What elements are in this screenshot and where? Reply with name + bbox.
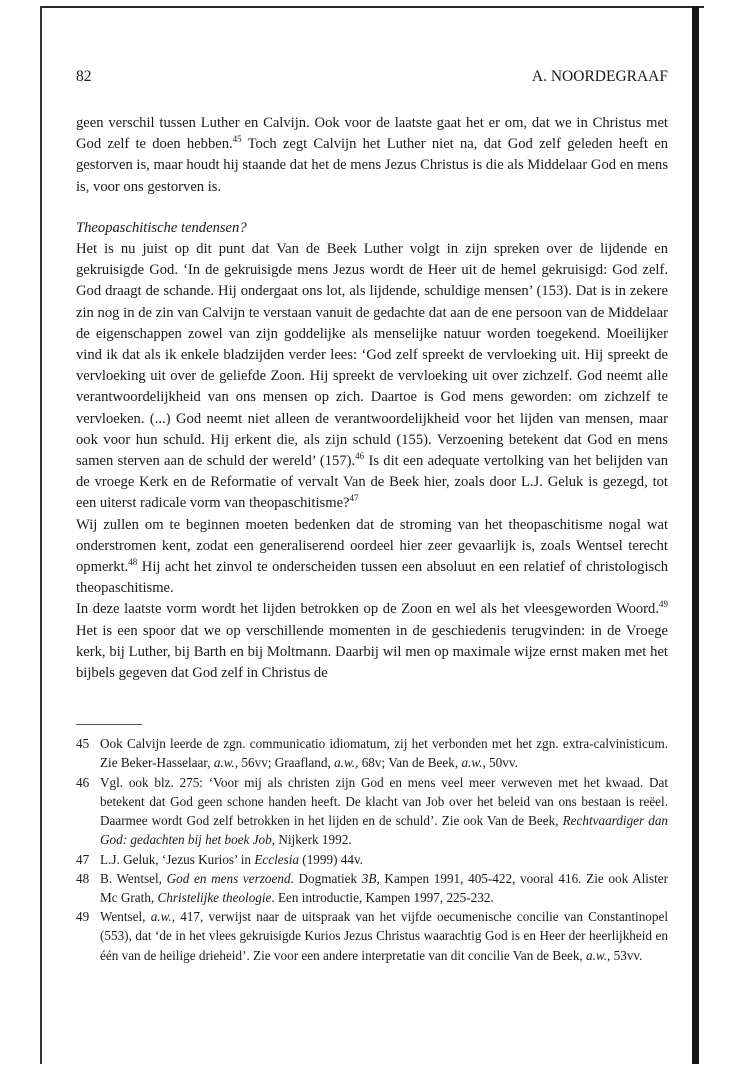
footnote-ref: 45 [232, 134, 242, 145]
footnote [76, 734, 668, 772]
italic-title: a.w. [334, 755, 356, 771]
book-page [76, 63, 668, 965]
footnote-text: B. Wentsel, God en mens verzoend. Dogmatiek 3B, Kampen 1991, 405-422, vooral 416. Zie ook Alister Mc Grath, Christelijke theologie. Een introductie, Kampen 1997, 225-232. [100, 870, 669, 905]
italic-title: God en mens verzoend [166, 870, 291, 886]
section-heading: Theopaschitische tendensen? [76, 219, 247, 236]
footnotes [76, 734, 668, 964]
footnote [76, 869, 668, 907]
footnote [76, 907, 668, 965]
scan-edge-left [40, 6, 42, 1064]
italic-title: Rechtvaardiger dan God: gedachten bij het boek Job [100, 813, 669, 848]
footnote-ref: 47 [349, 493, 359, 504]
footnote [76, 773, 668, 850]
footnote-rule [76, 724, 142, 725]
footnote-number: 45 [76, 736, 90, 752]
footnote-text: Wentsel, a.w., 417, verwijst naar de uitspraak van het vijfde oecumenische concilie van Constantinopel (553), dat ‘de in het vlees gekruisigde Kurios Jezus Christus waarachtig God is en Heer der heerlijkheid en één van de heilige drieheid’. Zie voor een andere interpretatie van dit concilie Van de Beek, a.w., 53vv. [100, 909, 669, 963]
footnote [76, 850, 668, 869]
footnote-text: L.J. Geluk, ‘Jezus Kurios’ in Ecclesia (1999) 44v. [100, 851, 363, 867]
body-text [76, 113, 668, 684]
scan-edge-top [40, 6, 704, 8]
italic-title: 3B [361, 870, 377, 886]
italic-title: Ecclesia [254, 851, 299, 867]
section-gap [76, 198, 668, 218]
italic-title: a.w. [461, 755, 483, 771]
running-head [76, 63, 668, 91]
italic-title: a.w. [586, 947, 608, 963]
footnote-ref: 46 [355, 451, 365, 462]
italic-title: a.w. [150, 909, 172, 925]
footnote-number: 49 [76, 909, 90, 925]
italic-title: a.w. [213, 755, 235, 771]
page-number: 82 [76, 68, 92, 85]
paragraph-3: Wij zullen om te beginnen moeten bedenken dat de stroming van het theopaschitisme nogal wat onderstromen kent, zodat een generaliserend oordeel hier zeer gevaarlijk is, zoals Wentsel terecht opmerkt.$^{48}$ Hij acht het zinvol te onderscheiden tussen een absoluut en een relatief of christologisch theopaschitisme. [76, 516, 668, 597]
footnote-number: 48 [76, 870, 90, 886]
italic-title: Christelijke theologie [157, 889, 272, 905]
footnote-text: Vgl. ook blz. 275: ‘Voor mij als christen zijn God en mens veel meer verweven met het kwaad. Dat betekent dat God geen schone handen heeft. De klacht van Job over het beleid van ons bestaan is reëel. Daarmee wordt God zelf betrokken in het lijden en de schuld’. Zie ook Van de Beek, Rechtvaardiger dan God: gedachten bij het boek Job, Nijkerk 1992. [100, 774, 669, 848]
paragraph-4: In deze laatste vorm wordt het lijden betrokken op de Zoon en wel als het vleesgeworden Woord.$^{49}$ Het is een spoor dat we op verschillende momenten in de geschiedenis terugvinden: in de Vroege kerk, bij Luther, bij Barth en bij Moltmann. Daarbij wil men op maximale wijze ernst maken met het bijbels gegeven dat God zelf in Christus de [76, 599, 668, 682]
footnote-ref: 48 [128, 557, 138, 568]
paragraph-2: Het is nu juist op dit punt dat Van de Beek Luther volgt in zijn spreken over de lijdende en gekruisigde God. ‘In de gekruisigde mens Jezus wordt de Heer uit de hemel gekruisigd: God zelf. God draagt de schande. Hij ondergaat ons lot, als lijdende, schuldige mensen’ (153). Dat is in zekere zin nog in de zin van Calvijn te verstaan vanuit de gedachte dat aan de ene persoon van de Middelaar de eigenschappen zowel van zijn goddelijke als menselijke natuur worden toegekend. Moeilijker vind ik dat als ik enkele bladzijden verder lees: ‘God zelf spreekt de vervloeking uit. Hij spreekt de vervloeking uit over de geliefde Zoon. Hij spreekt de vervloeking uit over zichzelf. God neemt alle verantwoordelijkheid van ons mensen op zich. Daartoe is God mens geworden: om zichzelf te vervloeken. (...) God neemt niet alleen de verantwoordelijkheid voor het lijden van mensen, maar ook voor hun schuld. Hij erkent die, als zijn schuld (155). Verzoening betekent dat God en mens samen sterven aan de schuld der wereld’ (157).$^{46}$ Is dit een adequate vertolking van het belijden van de vroege Kerk en de Reformatie of vervalt Van de Beek hier, zoals door L.J. Geluk is gezegd, tot een uiterst radicale vorm van theopaschitisme?$^{47}$ [76, 241, 668, 512]
footnote-ref: 49 [659, 599, 668, 610]
footnote-number: 47 [76, 851, 90, 867]
scan-edge-right [692, 6, 699, 1064]
footnote-number: 46 [76, 774, 90, 790]
footnote-text: Ook Calvijn leerde de zgn. communicatio idiomatum, zij het verbonden met het zgn. extra-calvinisticum. Zie Beker-Hasselaar, a.w., 56vv; Graafland, a.w., 68v; Van de Beek, a.w., 50vv. [100, 736, 668, 771]
paragraph-1: geen verschil tussen Luther en Calvijn. Ook voor de laatste gaat het er om, dat we in Christus met God zelf te doen hebben.$^{45}$ Toch zegt Calvijn het Luther niet na, dat God zelf geleden heeft en gestorven is, maar houdt hij staande dat het de mens Jezus Christus is die als Middelaar God en mens is, voor ons gestorven is. [76, 115, 668, 195]
running-title: A. NOORDEGRAAF [531, 68, 668, 85]
